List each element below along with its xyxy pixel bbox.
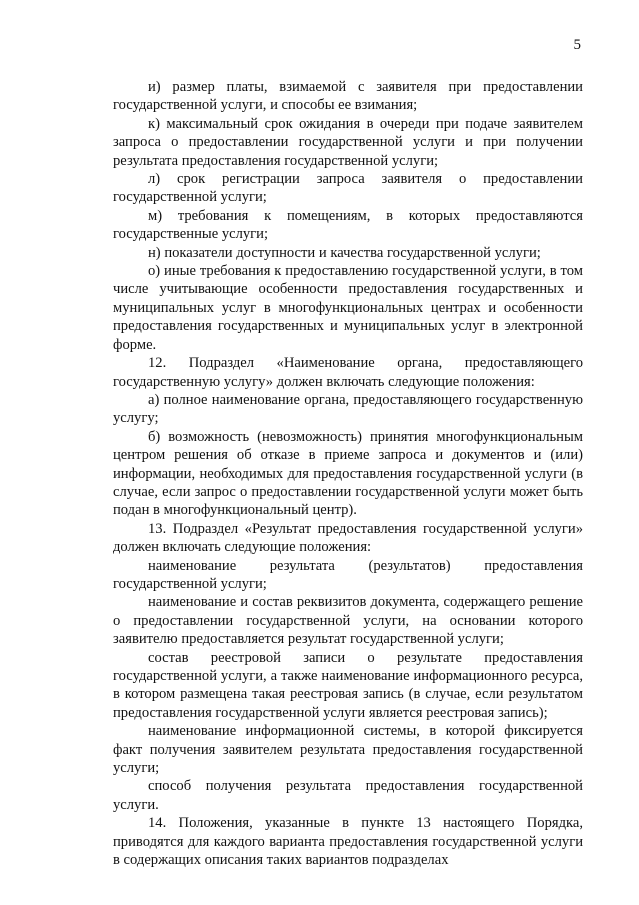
paragraph-12-a: а) полное наименование органа, предоставляющего государственную услугу;: [113, 391, 583, 427]
paragraph-13-item-2: наименование и состав реквизитов документа, содержащего решение о предоставлении государственной услуги, на основании которого заявителю предоставляется результат государственной услуги;: [113, 594, 583, 648]
paragraph-14: 14. Положения, указанные в пункте 13 настоящего Порядка, приводятся для каждого варианта предоставления государственной услуги в содержащих описания таких вариантов подразделах: [113, 815, 583, 869]
paragraph-13-item-1: наименование результата (результатов) предоставления государственной услуги;: [113, 557, 583, 592]
paragraph-13-item-3: состав реестровой записи о результате предоставления государственной услуги, а также наименование информационного ресурса, в котором размещена такая реестровая запись (в случае, если результатом предоставления государственной услуги является реестровая запись);: [113, 649, 583, 721]
page-number: 5: [573, 37, 581, 53]
paragraph-l: л) срок регистрации запроса заявителя о предоставлении государственной услуги;: [113, 171, 583, 206]
paragraph-k: к) максимальный срок ожидания в очереди при подаче заявителем запроса о предоставлении государственной услуги и при получении результата предоставления государственной услуги;: [113, 115, 583, 169]
paragraph-m: м) требования к помещениям, в которых предоставляются государственные услуги;: [113, 207, 583, 243]
paragraph-13-item-4: наименование информационной системы, в которой фиксируется факт получения заявителем результата предоставления государственной услуги;: [113, 723, 583, 777]
paragraph-n: н) показатели доступности и качества государственной услуги;: [148, 244, 541, 261]
body-text: [113, 78, 583, 869]
paragraph-13: 13. Подраздел «Результат предоставления государственной услуги» должен включать следующие положения:: [113, 520, 583, 556]
paragraph-13-item-5: способ получения результата предоставления государственной услуги.: [113, 778, 583, 813]
paragraph-o: о) иные требования к предоставлению государственной услуги, в том числе учитывающие особенности предоставления государственных и муниципальных услуг в многофункциональных центрах и особенности предоставления государственных и муниципальных услуг в электронной форме.: [113, 263, 583, 353]
paragraph-12: 12. Подраздел «Наименование органа, предоставляющего государственную услугу» должен включать следующие положения:: [113, 355, 583, 390]
paragraph-i: и) размер платы, взимаемой с заявителя при предоставлении государственной услуги, и способы ее взимания;: [113, 79, 583, 114]
paragraph-12-b: б) возможность (невозможность) принятия многофункциональным центром решения об отказе в приеме запроса и документов и (или) информации, необходимых для предоставления государственной услуги (в случае, если запрос о предоставлении государственной услуги может быть подан в многофункциональный центр).: [113, 428, 583, 519]
